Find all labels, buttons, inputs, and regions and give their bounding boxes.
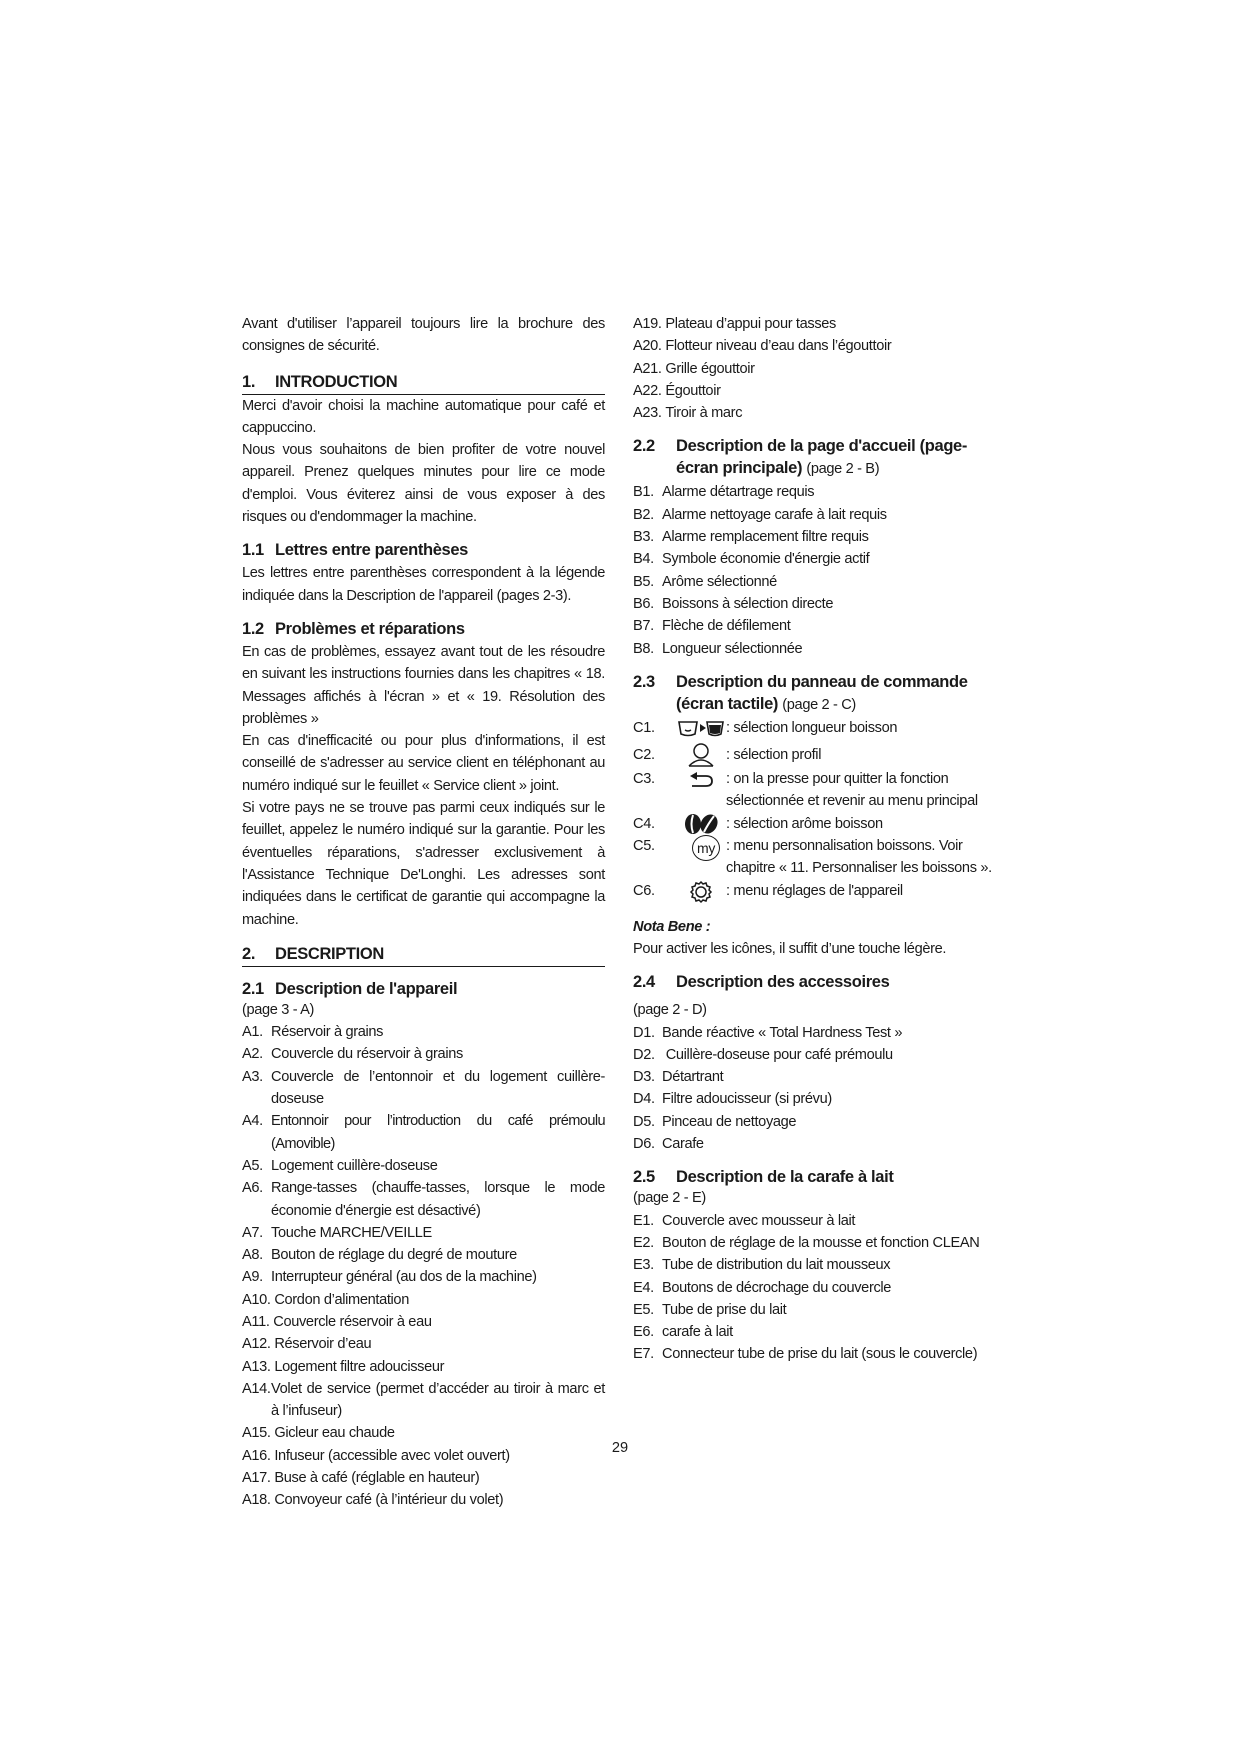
section-2-4-page-ref: (page 2 - D) <box>633 1002 707 1019</box>
list-item: A8. Bouton de réglage du degré de mouture <box>242 1247 517 1264</box>
section-1-2-heading: 1.2 Problèmes et réparations <box>242 619 465 638</box>
section-2-5-heading: 2.5 Description de la carafe à lait <box>633 1168 894 1187</box>
list-item: D2. Cuillère-doseuse pour café prémoulu <box>633 1046 893 1063</box>
list-item: A15. Gicleur eau chaude <box>242 1425 395 1442</box>
list-item: D4. Filtre adoucisseur (si prévu) <box>633 1091 832 1108</box>
list-item: A20. Flotteur niveau d’eau dans l’égouttoir <box>633 338 892 355</box>
list-item: A22. Égouttoir <box>633 382 721 399</box>
section-1-heading: 1. INTRODUCTION <box>242 371 605 395</box>
list-item: E7. Connecteur tube de prise du lait (sous le couvercle) <box>633 1346 978 1363</box>
section-2-5-page-ref: (page 2 - E) <box>633 1190 706 1207</box>
list-item: E4. Boutons de décrochage du couvercle <box>633 1279 892 1296</box>
section-2-heading: 2. DESCRIPTION <box>242 943 605 967</box>
list-item: A7. Touche MARCHE/VEILLE <box>242 1224 432 1241</box>
left-column <box>242 313 605 1512</box>
list-item: A17. Buse à café (réglable en hauteur) <box>242 1470 480 1487</box>
cup-length-icon <box>676 718 726 738</box>
coffee-beans-icon <box>676 813 726 835</box>
list-item: A11. Couvercle réservoir à eau <box>242 1313 432 1330</box>
nota-bene-title: Nota Bene : <box>633 918 711 935</box>
list-item: A12. Réservoir d’eau <box>242 1336 372 1353</box>
list-item: E3. Tube de distribution du lait mousseux <box>633 1257 891 1274</box>
list-item: E5. Tube de prise du lait <box>633 1301 787 1318</box>
list-item: C4. : sélection arôme boisson <box>633 813 1005 835</box>
list-item: B3. Alarme remplacement filtre requis <box>633 529 869 546</box>
section-1-2-paragraph-2: En cas d'inefficacité ou pour plus d'informations, il est conseillé de s'adresser au service client en téléphonant au numéro indiqué sur le feuillet « Service client » joint. <box>242 733 605 794</box>
section-1-1-paragraph: Les lettres entre parenthèses correspondent à la légende indiquée dans la Description de l'appareil (pages 2-3). <box>242 565 605 604</box>
list-item: E1. Couvercle avec mousseur à lait <box>633 1212 856 1229</box>
section-1-1-heading: 1.1 Lettres entre parenthèses <box>242 541 468 560</box>
intro-paragraph-1: Merci d'avoir choisi la machine automatique pour café et cappuccino. <box>242 397 605 436</box>
d-items-list <box>633 1022 1005 1156</box>
list-item: A23. Tiroir à marc <box>633 405 743 422</box>
list-item: A2. Couvercle du réservoir à grains <box>242 1046 463 1063</box>
list-item: D3. Détartrant <box>633 1069 724 1086</box>
list-item: B1. Alarme détartrage requis <box>633 484 815 501</box>
list-item: A5. Logement cuillère-doseuse <box>242 1157 438 1174</box>
safety-notice: Avant d'utiliser l’appareil toujours lire la brochure des consignes de sécurité. <box>242 316 605 355</box>
page-number: 29 <box>611 1440 629 1456</box>
list-item: D5. Pinceau de nettoyage <box>633 1113 797 1130</box>
list-item: A6. Range-tasses (chauffe-tasses, lorsque le mode économie d'énergie est désactivé) <box>242 1180 605 1219</box>
section-2-1-heading: 2.1 Description de l'appareil <box>242 979 458 998</box>
list-item: A18. Convoyeur café (à l’intérieur du volet) <box>242 1492 504 1509</box>
back-arrow-icon <box>676 770 726 788</box>
list-item: C6. : menu réglages de l'appareil <box>633 880 1005 904</box>
list-item: A21. Grille égouttoir <box>633 360 755 377</box>
b-items-list <box>633 481 1005 659</box>
section-2-1-page-ref: (page 3 - A) <box>242 1001 315 1018</box>
list-item: A4. Entonnoir pour l’introduction du café prémoulu (Amovible) <box>242 1113 605 1152</box>
list-item: B5. Arôme sélectionné <box>633 573 777 590</box>
intro-paragraph-2: Nous vous souhaitons de bien profiter de votre nouvel appareil. Prenez quelques minutes pour lire ce mode d'emploi. Vous éviterez ainsi de vous exposer à des risques ou d'endommager la machine. <box>242 442 605 526</box>
my-menu-icon: my <box>676 835 726 861</box>
a-items-list-right <box>633 313 1005 424</box>
list-item: B2. Alarme nettoyage carafe à lait requis <box>633 506 887 523</box>
list-item: C3. : on la presse pour quitter la fonction sélectionnée et revenir au menu principal <box>633 771 978 810</box>
profile-icon <box>676 742 726 768</box>
nota-bene-text: Pour activer les icônes, il suffit d’une touche légère. <box>633 940 947 957</box>
section-2-2-heading: 2.2 Description de la page d'accueil (page-écran principale) (page 2 - B) <box>633 437 968 478</box>
section-1-2-paragraph-3: Si votre pays ne se trouve pas parmi ceux indiqués sur le feuillet, appelez le numéro indiqué sur la garantie. Pour les éventuelles réparations, s'adresser exclusivement à l'Assistance Technique De'Longhi. Les adresses sont indiquées dans le certificat de garantie qui accompagne la machine. <box>242 800 605 928</box>
list-item: B7. Flèche de défilement <box>633 618 791 635</box>
right-column <box>633 313 1005 1366</box>
section-2-4-heading: 2.4 Description des accessoires <box>633 973 890 992</box>
list-item: C5. my : menu personnalisation boissons. Voir chapitre « 11. Personnaliser les boissons ». <box>633 835 1005 880</box>
list-item: A16. Infuseur (accessible avec volet ouvert) <box>242 1447 510 1464</box>
e-items-list <box>633 1210 1005 1366</box>
gear-icon <box>676 880 726 904</box>
list-item: C1. : sélection longueur boisson <box>633 717 1005 739</box>
list-item: E6. carafe à lait <box>633 1324 733 1341</box>
list-item: A9. Interrupteur général (au dos de la machine) <box>242 1269 537 1286</box>
list-item: A19. Plateau d’appui pour tasses <box>633 316 837 332</box>
list-item: C2. : sélection profil <box>633 742 1005 768</box>
section-2-3-heading: 2.3 Description du panneau de commande (écran tactile) (page 2 - C) <box>633 672 968 713</box>
list-item: B4. Symbole économie d'énergie actif <box>633 551 870 568</box>
list-item: A10. Cordon d’alimentation <box>242 1291 409 1308</box>
section-1-2-paragraph-1: En cas de problèmes, essayez avant tout de les résoudre en suivant les instructions fournies dans les chapitres « 18. Messages affichés à l'écran » et « 19. Résolution des problèmes » <box>242 643 605 727</box>
c-items-list <box>633 717 1005 904</box>
list-item: E2. Bouton de réglage de la mousse et fonction CLEAN <box>633 1234 980 1251</box>
list-item: D6. Carafe <box>633 1136 704 1153</box>
list-item: B8. Longueur sélectionnée <box>633 640 803 657</box>
list-item: A1. Réservoir à grains <box>242 1024 384 1041</box>
list-item: D1. Bande réactive « Total Hardness Test » <box>633 1024 903 1041</box>
a-items-list-left <box>242 1021 605 1512</box>
list-item: B6. Boissons à sélection directe <box>633 595 834 612</box>
list-item: A13. Logement filtre adoucisseur <box>242 1358 445 1375</box>
list-item: A3. Couvercle de l’entonnoir et du logement cuillère-doseuse <box>242 1068 605 1108</box>
list-item: A14. Volet de service (permet d’accéder au tiroir à marc et à l’infuseur) <box>242 1380 605 1420</box>
